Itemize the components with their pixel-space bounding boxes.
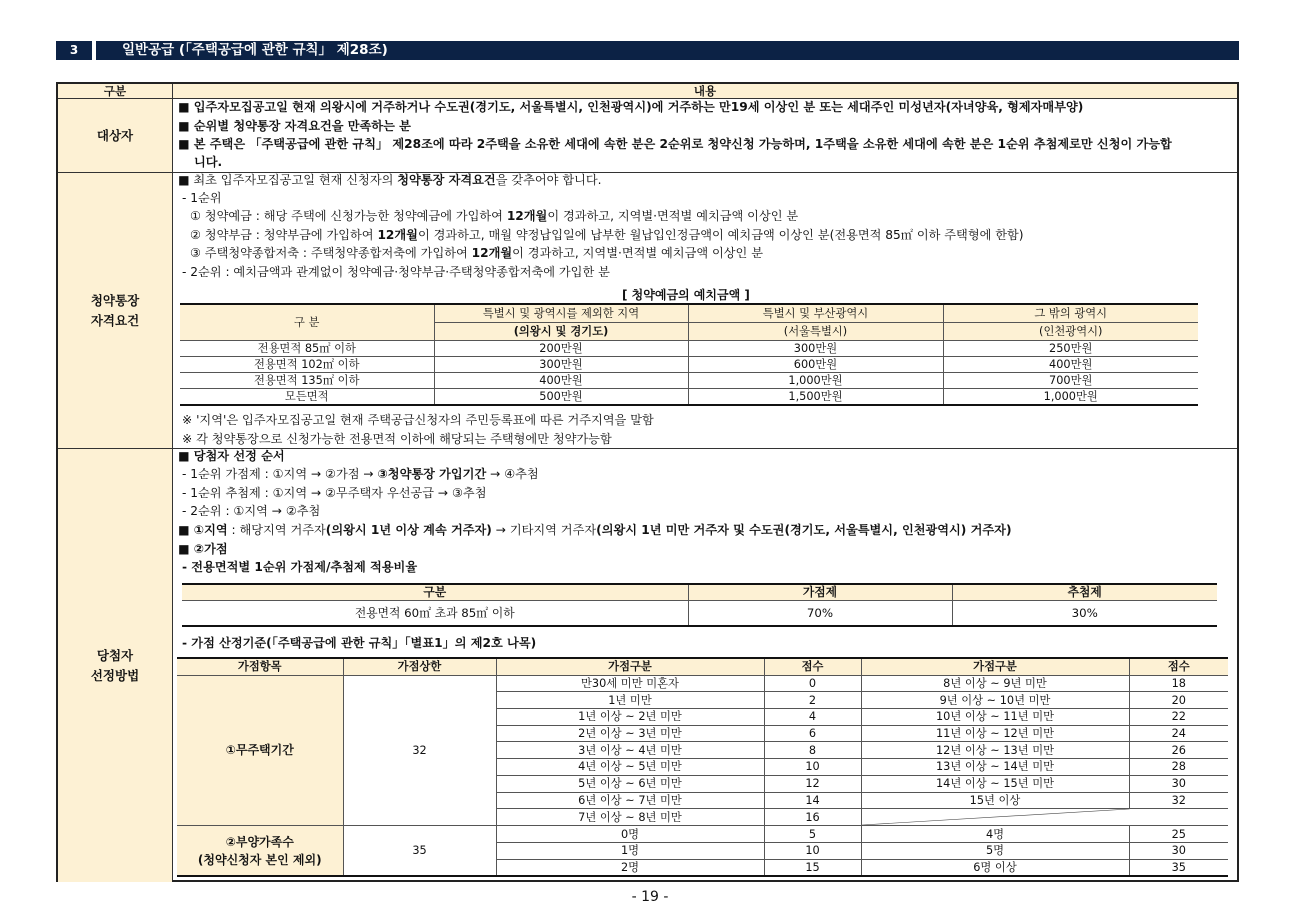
table-row	[177, 826, 1228, 843]
score-head-cell: 가점상한	[343, 658, 496, 675]
score-cell: 25	[1129, 826, 1228, 843]
deposit-head-col2-a: 특별시 및 광역시를 제외한 지역	[434, 304, 688, 323]
deposit-cell: 250만원	[943, 341, 1198, 357]
score-cell: 12	[764, 775, 861, 792]
ratio-table	[182, 583, 1217, 627]
deposit-head-col4-a: 그 밖의 광역시	[943, 304, 1198, 323]
score-cell: 5년 이상 ~ 6년 미만	[496, 775, 764, 792]
score-cell: 1년 미만	[496, 692, 764, 709]
deposit-head-col2-b: (의왕시 및 경기도)	[434, 323, 688, 341]
score-cell: 6	[764, 725, 861, 742]
req-line-5: ③ 주택청약종합저축 : 주택청약종합저축에 가입하여 12개월이 경과하고, 지역별·면적별 예치금액 이상인 분	[190, 246, 763, 260]
diagonal-slash	[862, 809, 1229, 825]
req-line-6: - 2순위 : 예치금액과 관계없이 청약예금·청약부금·주택청약종합저축에 가입한 분	[182, 265, 610, 279]
req-note-2: ※ 각 청약통장으로 신청가능한 전용면적 이하에 해당되는 주택형에만 청약가능함	[182, 432, 612, 446]
score-cell: 4	[764, 709, 861, 726]
score-cell: 1명	[496, 842, 764, 859]
score-head-cell: 가점구분	[861, 658, 1129, 675]
score-cell: 6명 이상	[861, 859, 1129, 876]
deposit-cell: 600만원	[688, 357, 943, 373]
deposit-cell: 200만원	[434, 341, 688, 357]
ratio-cell: 30%	[952, 601, 1217, 627]
score-cell: 5	[764, 826, 861, 843]
score-cell: 3년 이상 ~ 4년 미만	[496, 742, 764, 759]
head-col-category: 구분	[103, 84, 127, 98]
score-cell: 2년 이상 ~ 3년 미만	[496, 725, 764, 742]
sel-line-3: - 1순위 추첨제 : ①지역 → ②무주택자 우선공급 → ③추첨	[182, 486, 487, 500]
score-cell: 10년 이상 ~ 11년 미만	[861, 709, 1129, 726]
score-cell: 32	[1129, 792, 1228, 809]
deposit-head-col4-b: (인천광역시)	[943, 323, 1198, 341]
req-note-1: ※ '지역'은 입주자모집공고일 현재 주택공급신청자의 주민등록표에 따른 거주지역을 말함	[182, 413, 654, 427]
deposit-cell: 400만원	[434, 373, 688, 389]
deposit-cell: 300만원	[434, 357, 688, 373]
sel-line-4: - 2순위 : ①지역 → ②추첨	[182, 504, 321, 518]
eligible-line-2: ■ 순위별 청약통장 자격요건을 만족하는 분	[178, 119, 411, 133]
homeless-period-max: 32	[343, 675, 496, 826]
deposit-head-col3-a: 특별시 및 부산광역시	[688, 304, 943, 323]
req-line-3: ① 청약예금 : 해당 주택에 신청가능한 청약예금에 가입하여 12개월이 경과하고, 지역별·면적별 예치금액 이상인 분	[190, 209, 799, 223]
score-cell: 7년 이상 ~ 8년 미만	[496, 809, 764, 826]
score-cell: 4년 이상 ~ 5년 미만	[496, 759, 764, 776]
score-cell: 18	[1129, 675, 1228, 692]
req-line-1: ■ 최초 입주자모집공고일 현재 신청자의 청약통장 자격요건을 갖추어야 합니다.	[178, 173, 602, 187]
deposit-cell: 700만원	[943, 373, 1198, 389]
score-table	[177, 657, 1228, 877]
table-row	[180, 357, 1198, 373]
req-line-2: - 1순위	[182, 191, 222, 205]
score-cell: 11년 이상 ~ 12년 미만	[861, 725, 1129, 742]
score-cell: 16	[764, 809, 861, 826]
table-row	[180, 373, 1198, 389]
eligible-line-1: ■ 입주자모집공고일 현재 의왕시에 거주하거나 수도권(경기도, 서울특별시, 인천광역시)에 거주하는 만19세 이상인 분 또는 세대주인 미성년자(자녀양육, 형제자매부양)	[178, 100, 1084, 114]
score-cell: 1년 이상 ~ 2년 미만	[496, 709, 764, 726]
score-cell: 0	[764, 675, 861, 692]
score-cell: 8년 이상 ~ 9년 미만	[861, 675, 1129, 692]
score-cell: 13년 이상 ~ 14년 미만	[861, 759, 1129, 776]
ratio-head-cell: 가점제	[688, 584, 952, 601]
deposit-cell: 모든면적	[180, 389, 434, 406]
req-line-4: ② 청약부금 : 청약부금에 가입하여 12개월이 경과하고, 매월 약정납입일에 납부한 월납입인정금액이 예치금액 이상인 분(전용면적 85㎡ 이하 주택형에 한함)	[190, 228, 1024, 242]
homeless-period-label: ①무주택기간	[177, 675, 343, 826]
section-title: 일반공급 (「주택공급에 관한 규칙」 제28조)	[122, 42, 388, 58]
sel-line-6: ■ ②가점	[178, 542, 228, 556]
ratio-cell: 전용면적 60㎡ 초과 85㎡ 이하	[182, 601, 688, 627]
deposit-cell: 300만원	[688, 341, 943, 357]
score-cell: 22	[1129, 709, 1228, 726]
sel-line-7: - 전용면적별 1순위 가점제/추첨제 적용비율	[182, 560, 418, 574]
table-row	[182, 601, 1217, 627]
sel-line-8: - 가점 산정기준(「주택공급에 관한 규칙」「별표1」의 제2호 나목)	[182, 636, 537, 650]
ratio-head-cell: 추첨제	[952, 584, 1217, 601]
score-cell: 35	[1129, 859, 1228, 876]
score-cell: 24	[1129, 725, 1228, 742]
head-col-content: 내용	[693, 84, 717, 98]
score-cell: 6년 이상 ~ 7년 미만	[496, 792, 764, 809]
score-cell: 15년 이상	[861, 792, 1129, 809]
page-number: - 19 -	[631, 889, 669, 905]
label-account-requirements: 청약통장 자격요건	[58, 173, 172, 448]
table-head-row	[58, 84, 1237, 98]
table-row	[180, 341, 1198, 357]
score-head-cell: 점수	[1129, 658, 1228, 675]
score-cell: 0명	[496, 826, 764, 843]
section-number: 3	[56, 41, 96, 60]
score-cell: 20	[1129, 692, 1228, 709]
eligible-line-4: 니다.	[194, 155, 223, 169]
deposit-table	[180, 303, 1198, 406]
score-cell: 30	[1129, 775, 1228, 792]
deposit-cell: 400만원	[943, 357, 1198, 373]
score-cell: 2	[764, 692, 861, 709]
deposit-head-category: 구 분	[180, 304, 434, 341]
score-head-row	[177, 658, 1228, 675]
score-head-cell: 점수	[764, 658, 861, 675]
dependents-label: ②부양가족수 (청약신청자 본인 제외)	[177, 826, 343, 877]
deposit-cell: 1,000만원	[943, 389, 1198, 406]
label-eligible: 대상자	[58, 99, 172, 172]
score-cell: 30	[1129, 842, 1228, 859]
deposit-table-title: [ 청약예금의 예치금액 ]	[622, 288, 750, 302]
score-cell: 10	[764, 842, 861, 859]
score-head-cell: 가점항목	[177, 658, 343, 675]
empty-diagonal-cell	[861, 809, 1228, 826]
dependents-max: 35	[343, 826, 496, 877]
score-cell: 14년 이상 ~ 15년 미만	[861, 775, 1129, 792]
deposit-cell: 전용면적 85㎡ 이하	[180, 341, 434, 357]
score-head-cell: 가점구분	[496, 658, 764, 675]
score-cell: 12년 이상 ~ 13년 미만	[861, 742, 1129, 759]
deposit-cell: 전용면적 102㎡ 이하	[180, 357, 434, 373]
ratio-head-row	[182, 584, 1217, 601]
ratio-cell: 70%	[688, 601, 952, 627]
sel-line-2: - 1순위 가점제 : ①지역 → ②가점 → ③청약통장 가입기간 → ④추첨	[182, 467, 539, 481]
eligible-line-3: ■ 본 주택은 「주택공급에 관한 규칙」 제28조에 따라 2주택을 소유한 세대에 속한 분은 2순위로 청약신청 가능하며, 1주택을 소유한 세대에 속한 분은 1순위 추첨제로만 신청이 가능합	[178, 137, 1172, 151]
score-cell: 26	[1129, 742, 1228, 759]
table-row	[177, 675, 1228, 692]
score-cell: 10	[764, 759, 861, 776]
score-cell: 14	[764, 792, 861, 809]
deposit-head-col3-b: (서울특별시)	[688, 323, 943, 341]
sel-line-5: ■ ①지역 : 해당지역 거주자(의왕시 1년 이상 계속 거주자) → 기타지역 거주자(의왕시 1년 미만 거주자 및 수도권(경기도, 서울특별시, 인천광역시) 거주자)	[178, 523, 1012, 537]
deposit-head-row	[180, 304, 1198, 323]
label-winner-selection: 당첨자 선정방법	[58, 449, 172, 882]
deposit-cell: 1,000만원	[688, 373, 943, 389]
score-cell: 5명	[861, 842, 1129, 859]
score-cell: 9년 이상 ~ 10년 미만	[861, 692, 1129, 709]
table-row	[180, 389, 1198, 406]
section-header	[56, 41, 1239, 60]
score-cell: 8	[764, 742, 861, 759]
deposit-cell: 1,500만원	[688, 389, 943, 406]
score-cell: 4명	[861, 826, 1129, 843]
ratio-head-cell: 구분	[182, 584, 688, 601]
sel-line-1: ■ 당첨자 선정 순서	[178, 449, 285, 463]
deposit-cell: 전용면적 135㎡ 이하	[180, 373, 434, 389]
score-cell: 15	[764, 859, 861, 876]
deposit-cell: 500만원	[434, 389, 688, 406]
score-cell: 2명	[496, 859, 764, 876]
score-cell: 만30세 미만 미혼자	[496, 675, 764, 692]
score-cell: 28	[1129, 759, 1228, 776]
